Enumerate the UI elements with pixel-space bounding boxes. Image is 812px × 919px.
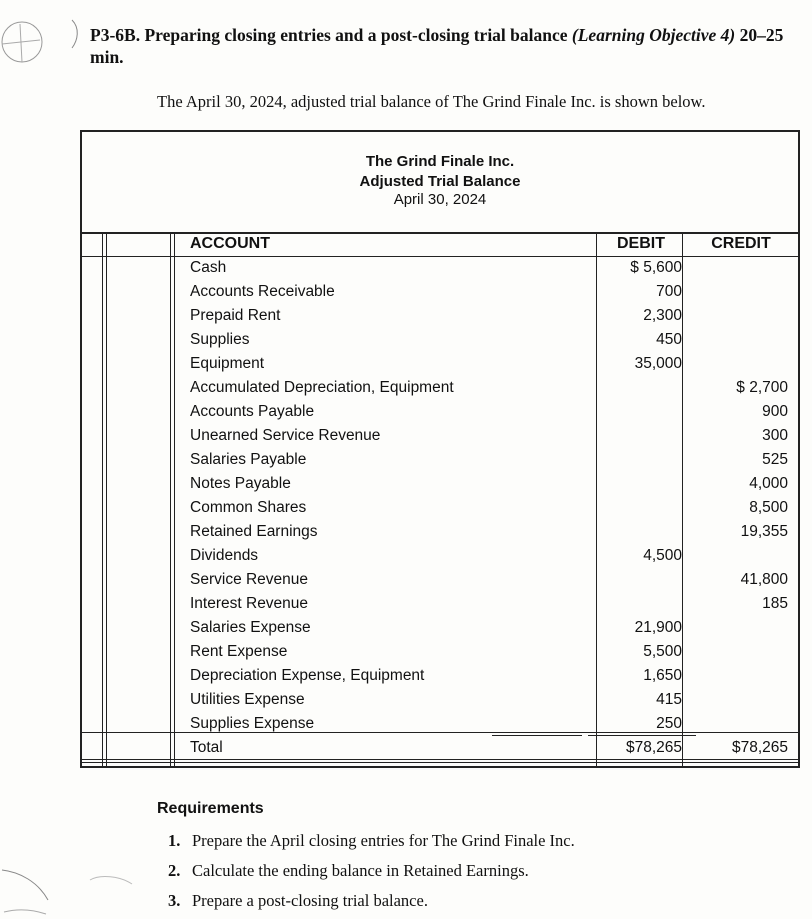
account-name: Service Revenue: [190, 571, 309, 588]
statement-date: April 30, 2024: [393, 191, 487, 208]
table-row: [186, 376, 798, 400]
item-text: Prepare a post-closing trial balance.: [192, 891, 428, 910]
table-row: [186, 640, 798, 664]
account-name: Accounts Payable: [190, 403, 315, 420]
credit-amount: 4,000: [749, 475, 788, 492]
credit-amount: 41,800: [740, 571, 788, 588]
table-row: [186, 616, 798, 640]
requirements-list: [168, 826, 788, 916]
item-number: 1.: [168, 831, 181, 850]
credit-amount: 19,355: [740, 523, 788, 540]
total-credit: $78,265: [731, 739, 788, 756]
table-row: [186, 688, 798, 712]
column-divider: [174, 232, 175, 766]
table-row: [186, 520, 798, 544]
table-row: [186, 496, 798, 520]
table-row: [186, 544, 798, 568]
debit-amount: 4,500: [643, 547, 682, 564]
credit-amount: 185: [762, 595, 788, 612]
account-name: Supplies Expense: [190, 715, 315, 732]
column-headers: [186, 232, 798, 256]
debit-amount: 450: [656, 331, 682, 348]
problem-title: Preparing closing entries and a post-closing trial balance: [144, 25, 568, 45]
list-item: [168, 826, 788, 856]
table-row: [186, 256, 798, 280]
account-name: Supplies: [190, 331, 250, 348]
table-row: [186, 568, 798, 592]
column-divider: [106, 232, 107, 766]
credit-amount: 300: [762, 427, 788, 444]
table-row: [186, 712, 798, 736]
table-row: [186, 664, 798, 688]
item-text: Prepare the April closing entries for The Grind Finale Inc.: [192, 831, 575, 850]
company-name: The Grind Finale Inc.: [365, 153, 515, 170]
credit-amount: 525: [762, 451, 788, 468]
account-name: Interest Revenue: [190, 595, 309, 612]
account-name: Retained Earnings: [190, 523, 318, 540]
total-row: [186, 736, 798, 760]
item-number: 3.: [168, 891, 181, 910]
debit-amount: 21,900: [634, 619, 682, 636]
debit-amount: 35,000: [634, 355, 682, 372]
table-row: [186, 400, 798, 424]
list-item: [168, 886, 788, 916]
learning-objective: (Learning Objective 4): [571, 25, 736, 45]
column-divider: [170, 232, 171, 766]
credit-amount: 900: [762, 403, 788, 420]
account-name: Rent Expense: [190, 643, 288, 660]
account-name: Salaries Payable: [190, 451, 307, 468]
account-header: ACCOUNT: [190, 235, 270, 252]
pencil-mark-icon: [0, 10, 90, 70]
trial-balance-table: [80, 130, 800, 768]
account-name: Utilities Expense: [190, 691, 305, 708]
table-header: [82, 132, 798, 234]
debit-amount: 415: [656, 691, 682, 708]
account-name: Common Shares: [190, 499, 307, 516]
table-row: [186, 352, 798, 376]
item-text: Calculate the ending balance in Retained Earnings.: [192, 861, 529, 880]
account-name: Equipment: [190, 355, 265, 372]
account-name: Accumulated Depreciation, Equipment: [190, 379, 454, 396]
account-name: Unearned Service Revenue: [190, 427, 381, 444]
debit-amount: 5,500: [643, 643, 682, 660]
credit-header: CREDIT: [711, 235, 771, 252]
table-row: [186, 592, 798, 616]
requirements-heading: Requirements: [157, 800, 264, 817]
account-name: Notes Payable: [190, 475, 291, 492]
problem-heading: [90, 24, 800, 68]
item-number: 2.: [168, 861, 181, 880]
account-name: Salaries Expense: [190, 619, 311, 636]
credit-amount: 8,500: [749, 499, 788, 516]
intro-text: The April 30, 2024, adjusted trial balance of The Grind Finale Inc. is shown below.: [157, 92, 706, 111]
debit-amount: $ 5,600: [630, 259, 682, 276]
account-name: Accounts Receivable: [190, 283, 335, 300]
debit-amount: 1,650: [643, 667, 682, 684]
table-row: [186, 304, 798, 328]
account-name: Cash: [190, 259, 227, 276]
account-name: Dividends: [190, 547, 259, 564]
account-name: Depreciation Expense, Equipment: [190, 667, 425, 684]
table-row: [186, 472, 798, 496]
footer-rule: [82, 762, 798, 763]
table-row: [186, 328, 798, 352]
credit-amount: $ 2,700: [736, 379, 788, 396]
table-row: [186, 424, 798, 448]
table-row: [186, 280, 798, 304]
table-row: [186, 448, 798, 472]
pencil-mark-icon: [0, 860, 140, 919]
debit-header: DEBIT: [617, 235, 665, 252]
column-divider: [102, 232, 103, 766]
problem-time: 20–25 min.: [90, 25, 784, 67]
problem-id: P3-6B.: [90, 25, 141, 45]
debit-amount: 250: [656, 715, 682, 732]
statement-title: Adjusted Trial Balance: [359, 173, 521, 190]
total-debit: $78,265: [625, 739, 682, 756]
list-item: [168, 856, 788, 886]
debit-amount: 700: [656, 283, 682, 300]
account-name: Prepaid Rent: [190, 307, 281, 324]
debit-amount: 2,300: [643, 307, 682, 324]
total-label: Total: [190, 739, 223, 756]
